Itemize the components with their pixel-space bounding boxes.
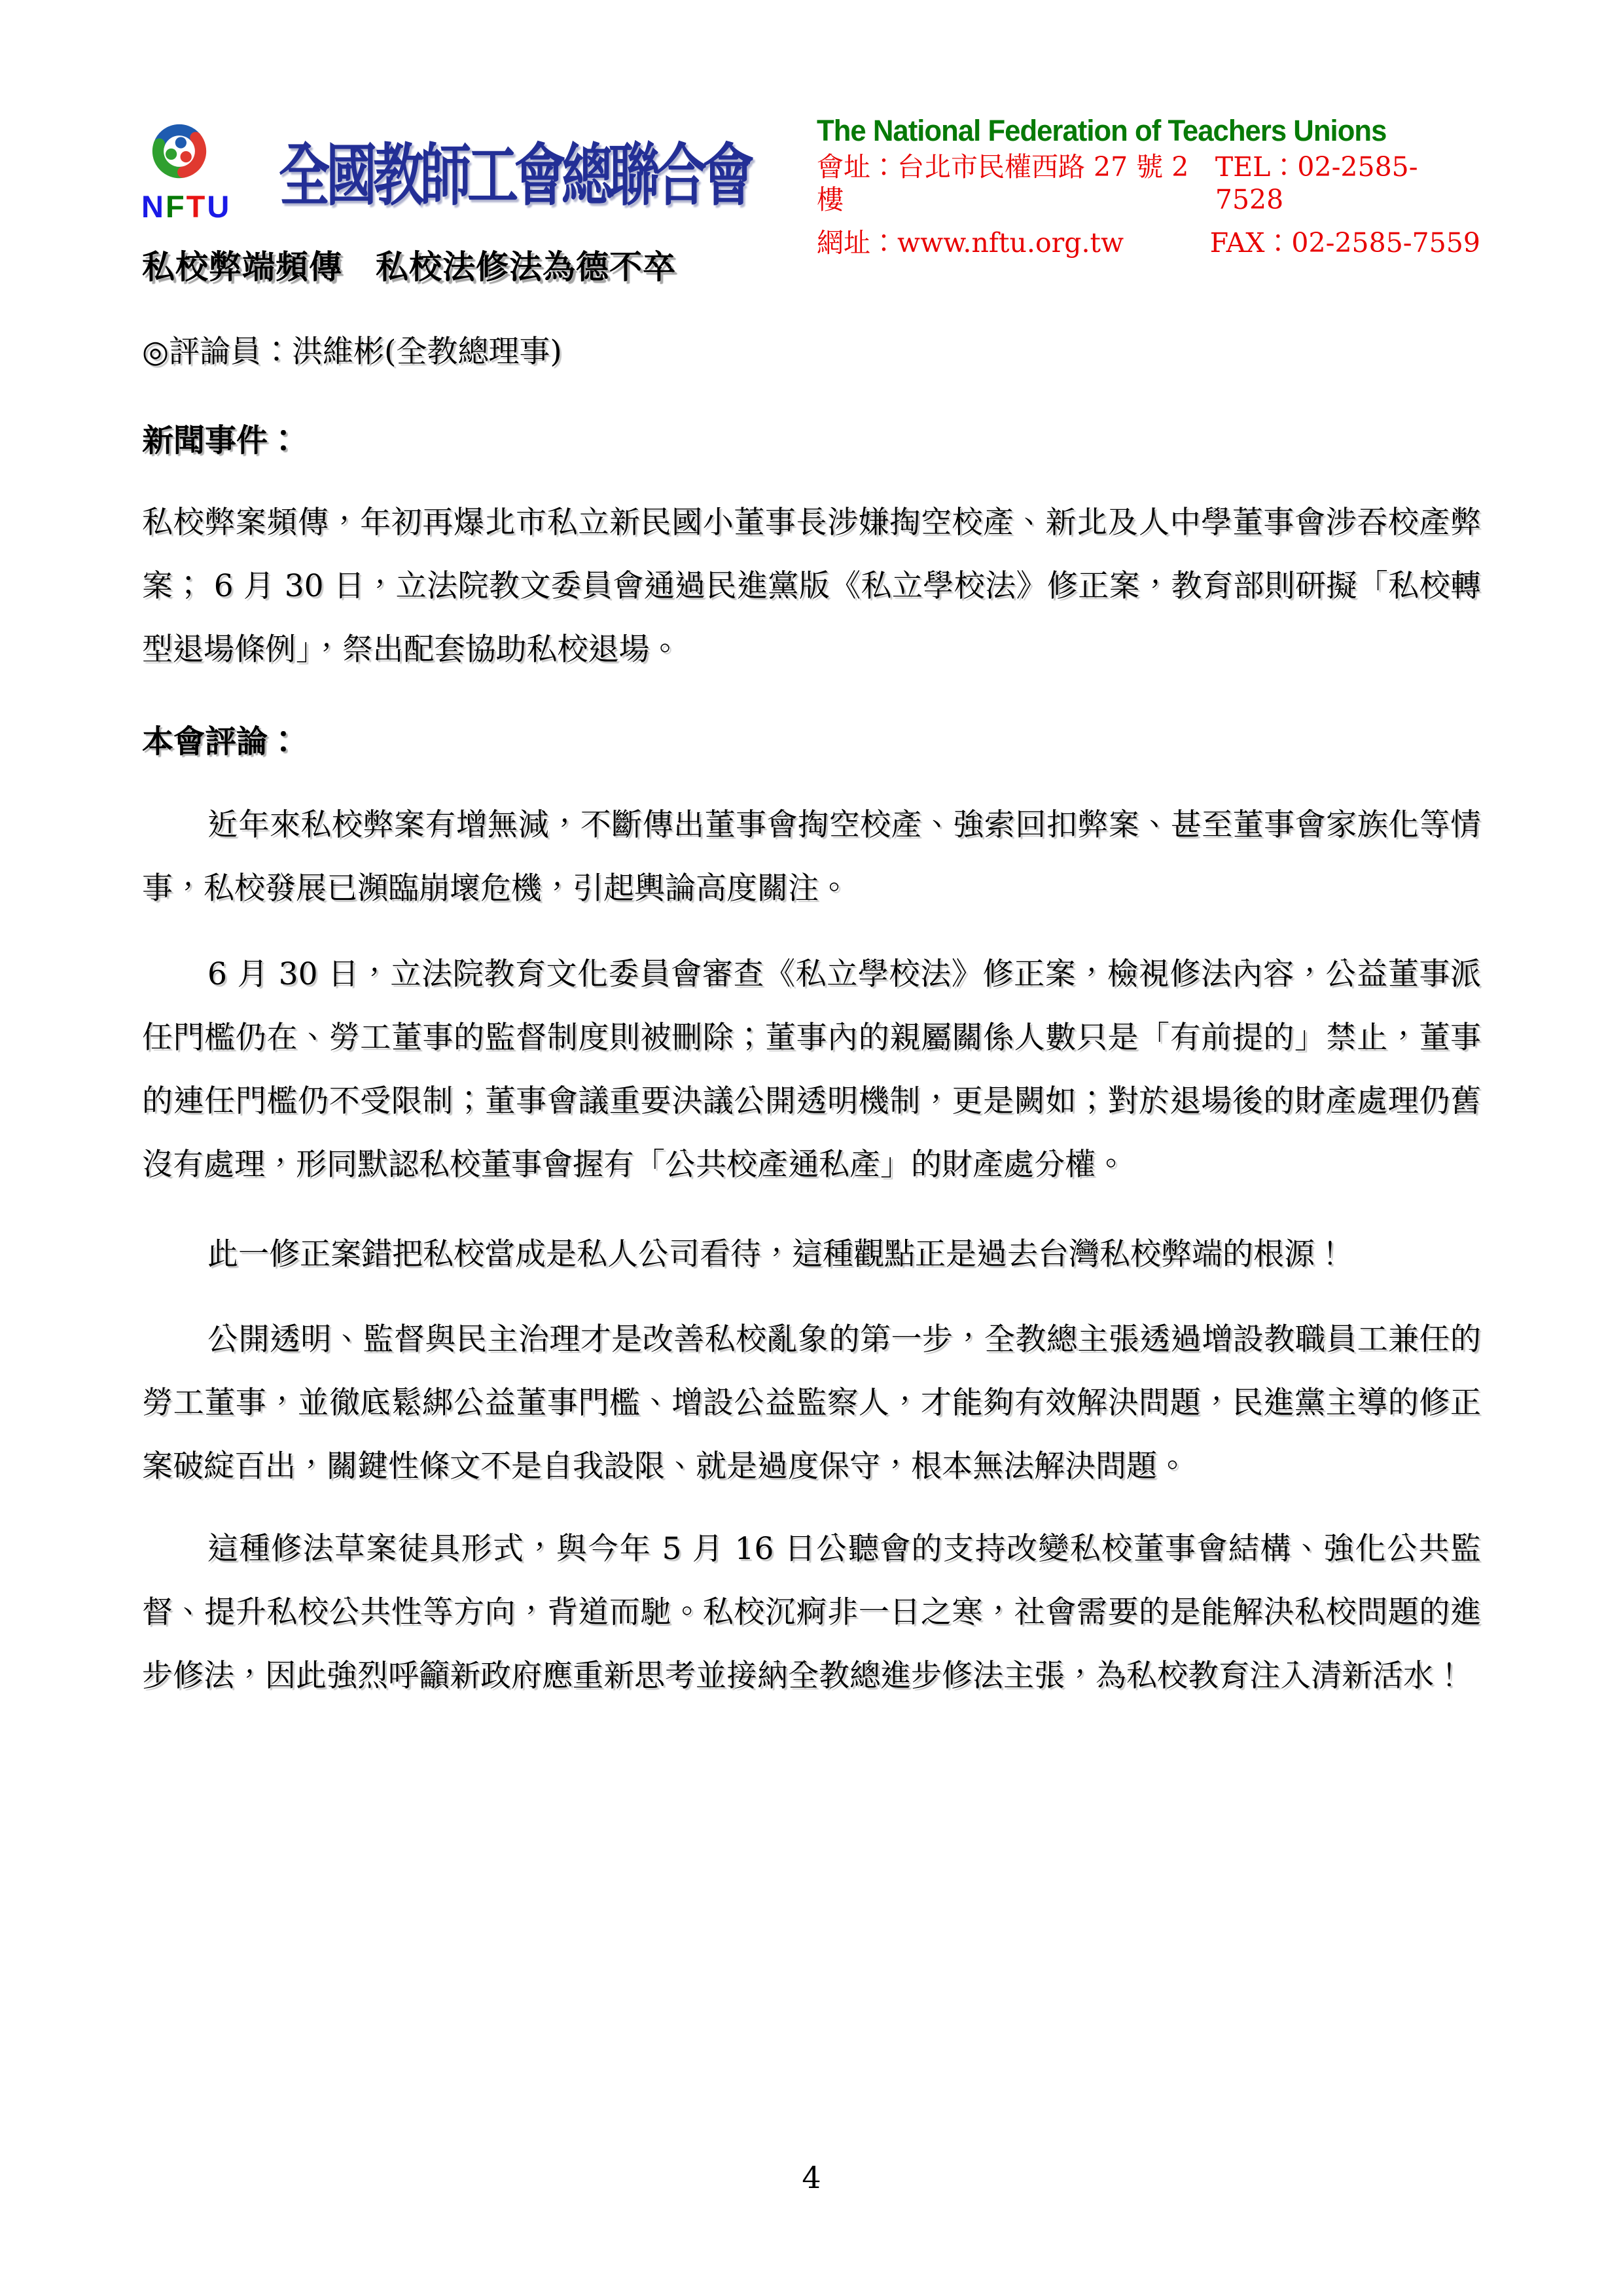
org-address: 會址：台北市民權西路 27 號 2 樓 — [817, 151, 1189, 215]
org-fax: FAX：02-2585-7559 — [1209, 227, 1480, 259]
org-name-english: The National Federation of Teachers Unions — [817, 114, 1387, 147]
nftu-letter-f: F — [165, 189, 187, 224]
logo-figure-blue — [159, 130, 195, 148]
news-paragraph: 私校弊案頻傳，年初再爆北市私立新民國小董事長涉嫌掏空校產、新北及人中學董事會涉吞校產弊案； 6 月 30 日，立法院教文委員會通過民進黨版《私立學校法》修正案，教育部則研擬「私校轉型退場條例」，祭出配套協助私校退場。 — [142, 505, 1481, 668]
nftu-letter-t: T — [186, 189, 207, 224]
comment-paragraph-4: 公開透明、監督與民主治理才是改善私校亂象的第一步，全教總主張透過增設教職員工兼任的勞工董事，並徹底鬆綁公益董事門檻、增設公益監察人，才能夠有效解決問題，民進黨主導的修正案破綻百出，關鍵性條文不是自我設限、就是過度保守，根本無法解決問題。 — [142, 1321, 1481, 1484]
nftu-letter-u: U — [207, 189, 232, 224]
comment-paragraph-5: 這種修法草案徒具形式，與今年 5 月 16 日公聽會的支持改變私校董事會結構、強化公共監督、提升私校公共性等方向，背道而馳。私校沉痾非一日之寒，社會需要的是能解決私校問題的進步修法，因此強烈呼籲新政府應重新思考並接納全教總進步修法主張，為私校教育注入清新活水！ — [142, 1531, 1481, 1694]
page-number: 4 — [802, 2160, 821, 2195]
article-title: 私校弊端頻傳 私校法修法為德不卒 — [142, 247, 676, 286]
section-heading-news: 新聞事件： — [142, 422, 300, 459]
nftu-letter-n: N — [141, 189, 166, 224]
comment-paragraph-3: 此一修正案錯把私校當成是私人公司看待，這種觀點正是過去台灣私校弊端的根源！ — [207, 1236, 1346, 1272]
comment-paragraph-2: 6 月 30 日，立法院教育文化委員會審查《私立學校法》修正案，檢視修法內容，公益董事派任門檻仍在、勞工董事的監督制度則被刪除；董事內的親屬關係人數只是「有前提的」禁止，董事的連任門檻仍不受限制；董事會議重要決議公開透明機制，更是闕如；對於退場後的財產處理仍舊沒有處理，形同默認私校董事會握有「公共校產通私產」的財產處分權。 — [142, 956, 1481, 1183]
nftu-acronym — [141, 188, 231, 224]
nftu-logo-icon — [139, 109, 220, 191]
byline: ◎評論員：洪維彬(全教總理事) — [142, 334, 562, 370]
section-heading-comment: 本會評論： — [142, 723, 300, 760]
comment-paragraph-1: 近年來私校弊案有增無減，不斷傳出董事會掏空校產、強索回扣弊案、甚至董事會家族化等情事，私校發展已瀕臨崩壞危機，引起輿論高度關注。 — [142, 807, 1481, 906]
contact-row-1 — [817, 151, 1480, 216]
org-name-chinese: 全國教師工會總聯合會 — [279, 136, 751, 215]
org-website: 網址：www.nftu.org.tw — [817, 227, 1124, 259]
org-tel: TEL：02-2585-7528 — [1215, 151, 1418, 215]
